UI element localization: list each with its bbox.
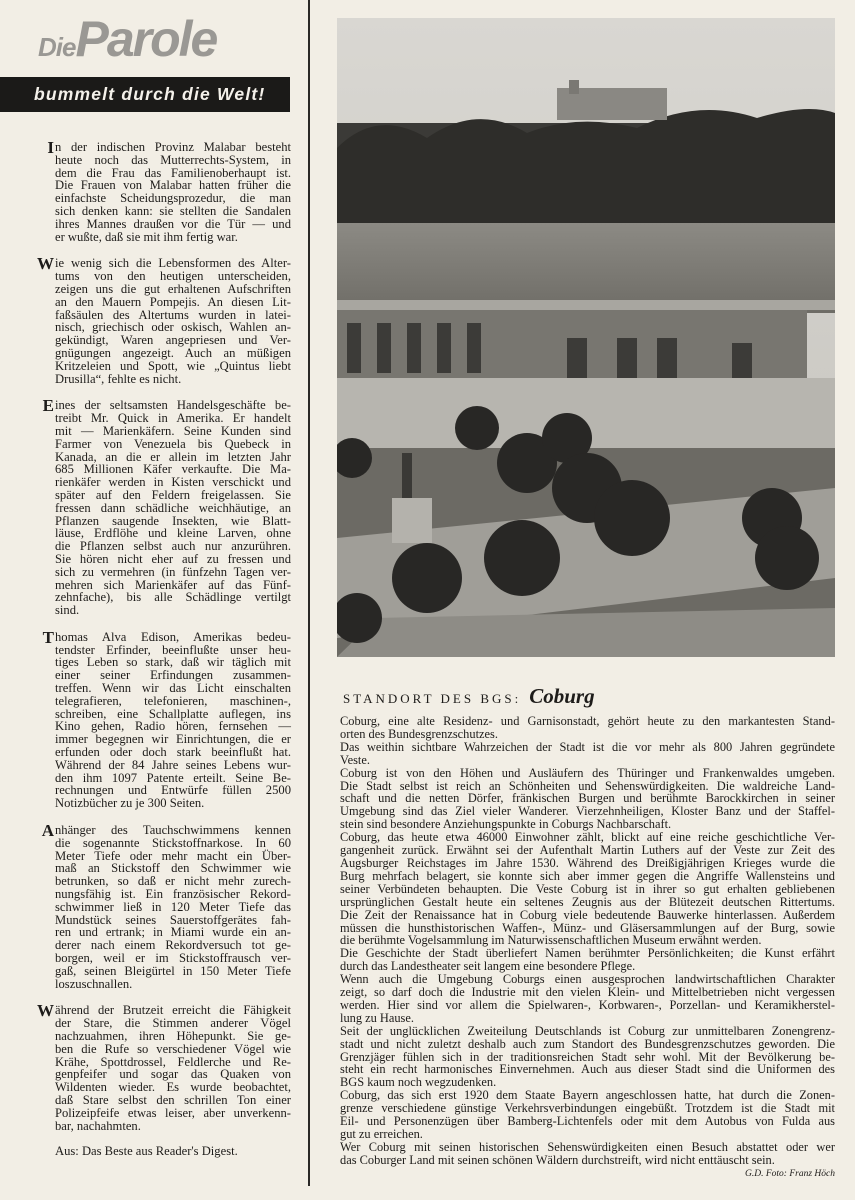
text-line: den ihm 1097 Patente erteilt. Seine Be- <box>55 770 291 785</box>
text-line: lung zu Hause. <box>340 1010 414 1025</box>
text-line: nachzuahmen, ihren Höhepunkt. Sie ge- <box>55 1029 291 1043</box>
text-line: genpfeifer und sogar das Quaken von <box>55 1067 291 1082</box>
text-line: an den Mauern Pompejis. An diesen Lit- <box>55 294 291 309</box>
text-line: Coburg, das heute etwa 46000 Einwohner zählt, blickt auf eine reiche geschichtliche Ver- <box>340 830 835 845</box>
news-paragraph <box>47 138 291 244</box>
text-line: Kanada, an die er allein im letzten Jahr <box>55 449 291 464</box>
text-line: 685 Millionen Käfer verkaufte. Die Ma- <box>55 462 291 477</box>
text-line: nungsfähig ist. Ein französischer Rekord- <box>55 887 291 902</box>
text-line: Burg mehrfach belagert, sie konnte sich aber immer gegen die Angriffe Wallensteins und <box>340 868 835 883</box>
text-line: orten des Bundesgrenzschutzes. <box>340 726 498 741</box>
text-line: gnügungen angezeigt. Auch an müßigen <box>55 345 291 360</box>
text-line: fressen dann schädliche weichhäutige, an <box>55 500 291 515</box>
text-line: ben die Rufe so verschiedener Vögel wie <box>55 1041 291 1056</box>
text-line: heute noch das Mutterrechts-System, in <box>55 152 291 167</box>
left-column <box>37 138 291 1159</box>
text-line: Seit der unglücklichen Zweiteilung Deutschlands ist Coburg zur unmittelbaren Zonengrenz- <box>340 1023 835 1038</box>
text-line: sind. <box>55 603 80 618</box>
text-line: faßsäulen des Altertums wurden in latei- <box>55 307 291 322</box>
text-line: läuse, Erdflöhe und kleine Larven, ohne <box>55 526 291 541</box>
text-line: bar, nachahmten. <box>55 1118 141 1133</box>
text-line: Das weithin sichtbare Wahrzeichen der Stadt ist die vor mehr als 800 Jahren gegründete <box>340 739 835 754</box>
text-line: ren und ertrank; in Miami wurde ein an- <box>55 925 291 940</box>
text-line: dem die Frau das Familienoberhaupt ist. <box>55 165 291 180</box>
article <box>340 715 835 1180</box>
text-line: zehnfache), bis alle Schädlinge vertilgt <box>55 590 291 605</box>
text-line: tums von den heutigen unterscheiden, <box>55 269 291 284</box>
text-line: sich zu vermehren (in fünfzehn Tagen ver- <box>55 564 291 579</box>
text-line: Eil- und Personenzügen über Bamberg-Lichtenfels oder mit dem Autobus von Fulda aus <box>340 1114 835 1129</box>
text-line: die Pflanzen selbst auch nur anzurühren. <box>55 539 291 554</box>
text-line: Sie hören nicht eher auf zu fressen und <box>55 551 291 566</box>
text-line: Die Geschichte der Stadt überliefert Namen berühmter Persönlichkeiten; die Kunst erfährt <box>340 946 835 961</box>
text-line: Meter Tiefe oder mehr macht ein Über- <box>55 848 291 863</box>
text-line: telegrafieren, telefonieren, maschinen-, <box>55 693 291 708</box>
text-line: später auf den Feldern freigelassen. Sie <box>55 487 291 502</box>
text-line: ährend der Brutzeit erreicht die Fähigkeit <box>55 1003 291 1018</box>
logo-parole: Parole <box>75 11 217 67</box>
text-line: derer nach einem Rekordversuch tot ge- <box>55 938 291 953</box>
text-line: werden. Hier sind vor allem die Spielwaren-, Korbwaren-, Porzellan- und Keramikherstel- <box>340 997 835 1012</box>
text-line: stadt und nicht zuletzt deshalb auch zum Standort des Bundesgrenzschutzes geworden. Die <box>340 1036 835 1051</box>
text-line: ie wenig sich die Lebensformen des Alter- <box>55 256 291 271</box>
text-line: Die Stadt selbst ist reich an Schönheiten und Sehenswürdigkeiten. Die waldreiche Land- <box>340 778 835 793</box>
text-line: einer seiner Erfindungen zusammen- <box>55 668 291 683</box>
text-line: Wer Coburg mit seinen historischen Sehenswürdigkeiten einen Besuch abstattet oder wer <box>340 1139 835 1154</box>
article-kicker: STANDORT DES BGS: <box>343 691 522 706</box>
text-line: Die Frauen von Malabar hatten früher die <box>55 178 291 193</box>
text-line: daß Stare selbst den schrillen Ton einer <box>55 1092 291 1107</box>
text-line: tendster Erfinder, beeinflußte unser heu- <box>55 642 291 657</box>
article-heading <box>343 683 595 712</box>
text-line: Wildenten wieder. Es wurde beobachtet, <box>55 1080 291 1095</box>
drop-cap: I <box>47 138 54 157</box>
text-line: Grenzjäger fühlen sich in der traditionsreichen Stadt sehr wohl. Mit der Bevölkerung be- <box>340 1049 835 1064</box>
drop-cap: W <box>37 1001 54 1021</box>
text-line: Coburg, das sich erst 1920 dem Staate Bayern angeschlossen hatte, hat durch die Zonen- <box>340 1088 835 1103</box>
text-line: gut zu erreichen. <box>340 1127 423 1141</box>
text-line: steht ein recht harmonisches Einvernehmen. Auch aus dieser Stadt sind die Uniformen des <box>340 1062 835 1077</box>
text-line: rienkäfer werden in Kisten verschickt und <box>55 475 291 490</box>
text-line: loszuschnallen. <box>55 976 133 991</box>
text-line: homas Alva Edison, Amerikas bedeu- <box>55 629 291 644</box>
text-line: Polizeipfeife etwas leiser, aber unverkenn- <box>55 1105 291 1120</box>
section-banner: bummelt durch die Welt! <box>0 77 290 112</box>
text-line: nisch, griechisch oder oskisch, Wahlen an- <box>55 320 291 335</box>
text-line: Coburg, eine alte Residenz- und Garnisonstadt, gehört heute zu den markantesten Stand- <box>340 714 835 728</box>
text-line: sich denken kann: sie stellten die Sandalen <box>55 203 291 218</box>
text-line: das Coburger Land mit seinen schönen Wäldern durchstreift, wird nicht enttäuscht sein. <box>340 1152 775 1167</box>
news-paragraph <box>42 396 291 618</box>
text-line: schwimmer ließ in 120 Meter Tiefe das <box>55 899 291 914</box>
text-line: Während der 84 Jahre seines Lebens wur- <box>55 757 291 772</box>
text-line: ursprünglichen Gestalt heute ein seltenes Zeugnis aus der Blütezeit deutschen Rittertums. <box>340 894 835 909</box>
drop-cap: A <box>41 821 54 841</box>
text-line: n der indischen Provinz Malabar besteht <box>55 140 291 154</box>
text-line: BGS kaum noch wegzudenken. <box>340 1075 497 1090</box>
text-line: maß an Stickstoff den Schwimmer wie <box>55 861 291 876</box>
text-line: Krähe, Spottdrossel, Feldlerche und Re- <box>55 1054 291 1069</box>
text-line: Pflanzen saugende Insekten, wie Blatt- <box>55 513 291 528</box>
text-line: Kino gehen, Radio hören, fernsehen — <box>55 719 291 734</box>
text-line: schreiben, eine Schallplatte auflegen, ins <box>55 706 291 721</box>
article-title: Coburg <box>529 684 595 708</box>
article-body <box>340 715 835 1167</box>
drop-cap: W <box>37 254 54 274</box>
text-line: tiges Leben so stark, daß wir täglich mit <box>55 655 291 670</box>
text-line: betrunken, so daß er nicht mehr zurech- <box>55 874 291 889</box>
text-line: Die Zeit der Renaissance hat in Coburg viele bedeutende Bauwerke hinterlassen. Außerdem <box>340 907 835 922</box>
news-paragraph <box>37 254 291 386</box>
coburg-photo <box>337 18 835 657</box>
text-line: ihres Mannes draußen vor die Tür — und <box>55 216 291 231</box>
text-line: durch das Landestheater seit langem eine besondere Pflege. <box>340 959 636 974</box>
text-line: stein sind besondere Anziehungspunkte in Coburgs Nachbarschaft. <box>340 817 672 832</box>
logo-die: Die <box>38 32 76 62</box>
text-line: schaft und die netten Dörfer, fränkischen Burgen und berühmte Barockkirchen in seiner <box>340 791 835 806</box>
news-items <box>37 138 291 1133</box>
text-line: Augsburger Reichstages im Jahre 1530. Während des Dreißigjährigen Krieges wurde die <box>340 855 835 870</box>
text-line: grenze verschiedene günstige Verkehrsverbindungen eingebüßt. Trotzdem ist die Stadt mit <box>340 1101 835 1116</box>
text-line: Kritzeleien und Spott, wie „Quintus liebt <box>55 358 291 373</box>
news-paragraph <box>41 821 291 991</box>
drop-cap: T <box>42 627 54 647</box>
text-line: Wenn auch die Umgebung Coburgs einen ausgesprochen landwirtschaftlichen Charakter <box>340 972 835 987</box>
text-line: Notizbücher zu je 300 Seiten. <box>55 796 205 811</box>
text-line: er wußte, daß sie mit ihm fertig war. <box>55 229 238 244</box>
text-line: müssen die hunsthistorischen Waffen-, Münz- und Gläsersammlungen auf der Burg, sowie <box>340 920 835 935</box>
text-line: gaß, seinen Bleigürtel in 150 Meter Tiefe <box>55 963 291 978</box>
text-line: immer begegnen wir Einrichtungen, die er <box>55 732 291 747</box>
text-line: Umgebung sind das Ziel vieler Wanderer. Vierzehnheiligen, Kloster Banz und der Staffel- <box>340 804 835 819</box>
text-line: Drusilla“, fehlte es nicht. <box>55 371 182 386</box>
text-line: der Stare, die Stimmen anderer Vögel <box>55 1016 291 1031</box>
column-divider <box>308 0 310 1186</box>
text-line: Veste. <box>340 752 370 767</box>
text-line: treibt Mr. Quick in Amerika. Er handelt <box>55 411 291 426</box>
text-line: nhänger des Tauchschwimmens kennen <box>55 823 291 838</box>
photo-credit: G.D. Foto: Franz Höch <box>745 1168 835 1179</box>
text-line: erfunden oder doch stark beeinflußt hat. <box>55 745 291 760</box>
text-line: die sogenannte Stickstoffnarkose. In 60 <box>55 835 291 850</box>
text-line: ines der seltsamsten Handelsgeschäfte be- <box>55 398 291 413</box>
text-line: Farmer von Venezuela bis Quebeck in <box>55 436 291 451</box>
text-line: Mundstück seines Sauerstoffgerätes fah- <box>55 912 291 927</box>
news-paragraph <box>37 1001 291 1133</box>
text-line: zeigen uns die gut erhaltenen Aufschriften <box>55 281 291 296</box>
text-line: seiner Verbündeten behaupten. Die Veste Coburg ist in ihrer so gut erhalten gebliebenen <box>340 881 835 896</box>
text-line: rechnungen und Entwürfe füllen 2500 <box>55 783 291 798</box>
drop-cap: E <box>42 396 54 416</box>
text-line: Coburg ist von den Höhen und Ausläufern des Thüringer und Frankenwaldes umgeben. <box>340 765 835 780</box>
magazine-logo <box>38 11 217 67</box>
text-line: mehren sich Marienkäfer auf das Fünf- <box>55 577 291 592</box>
text-line: mit — Marienkäfern. Seine Kunden sind <box>55 423 291 438</box>
text-line: gekündigt, Waren angepriesen und Ver- <box>55 333 291 348</box>
text-line: gangenheit zurück. Erwähnt sei der Aufenthalt Martin Luthers auf der Veste zur Zeit des <box>340 843 835 858</box>
text-line: die berühmte Vogelsammlung im Naturwissenschaftlichen Museum erwähnt werden. <box>340 933 762 948</box>
text-line: zeigt, so darf doch die Industrie mit den vielen Klein- und Mittelbetrieben nicht vergessen <box>340 985 835 1000</box>
news-paragraph <box>42 627 291 811</box>
text-line: treffen. Wenn wir das Licht einschalten <box>55 681 291 696</box>
source-note: Aus: Das Beste aus Reader's Digest. <box>55 1144 238 1159</box>
text-line: borgen, weil er im Stickstoffrausch ver- <box>55 951 291 966</box>
text-line: einfachste Scheidungsprozedur, die man <box>55 191 291 206</box>
